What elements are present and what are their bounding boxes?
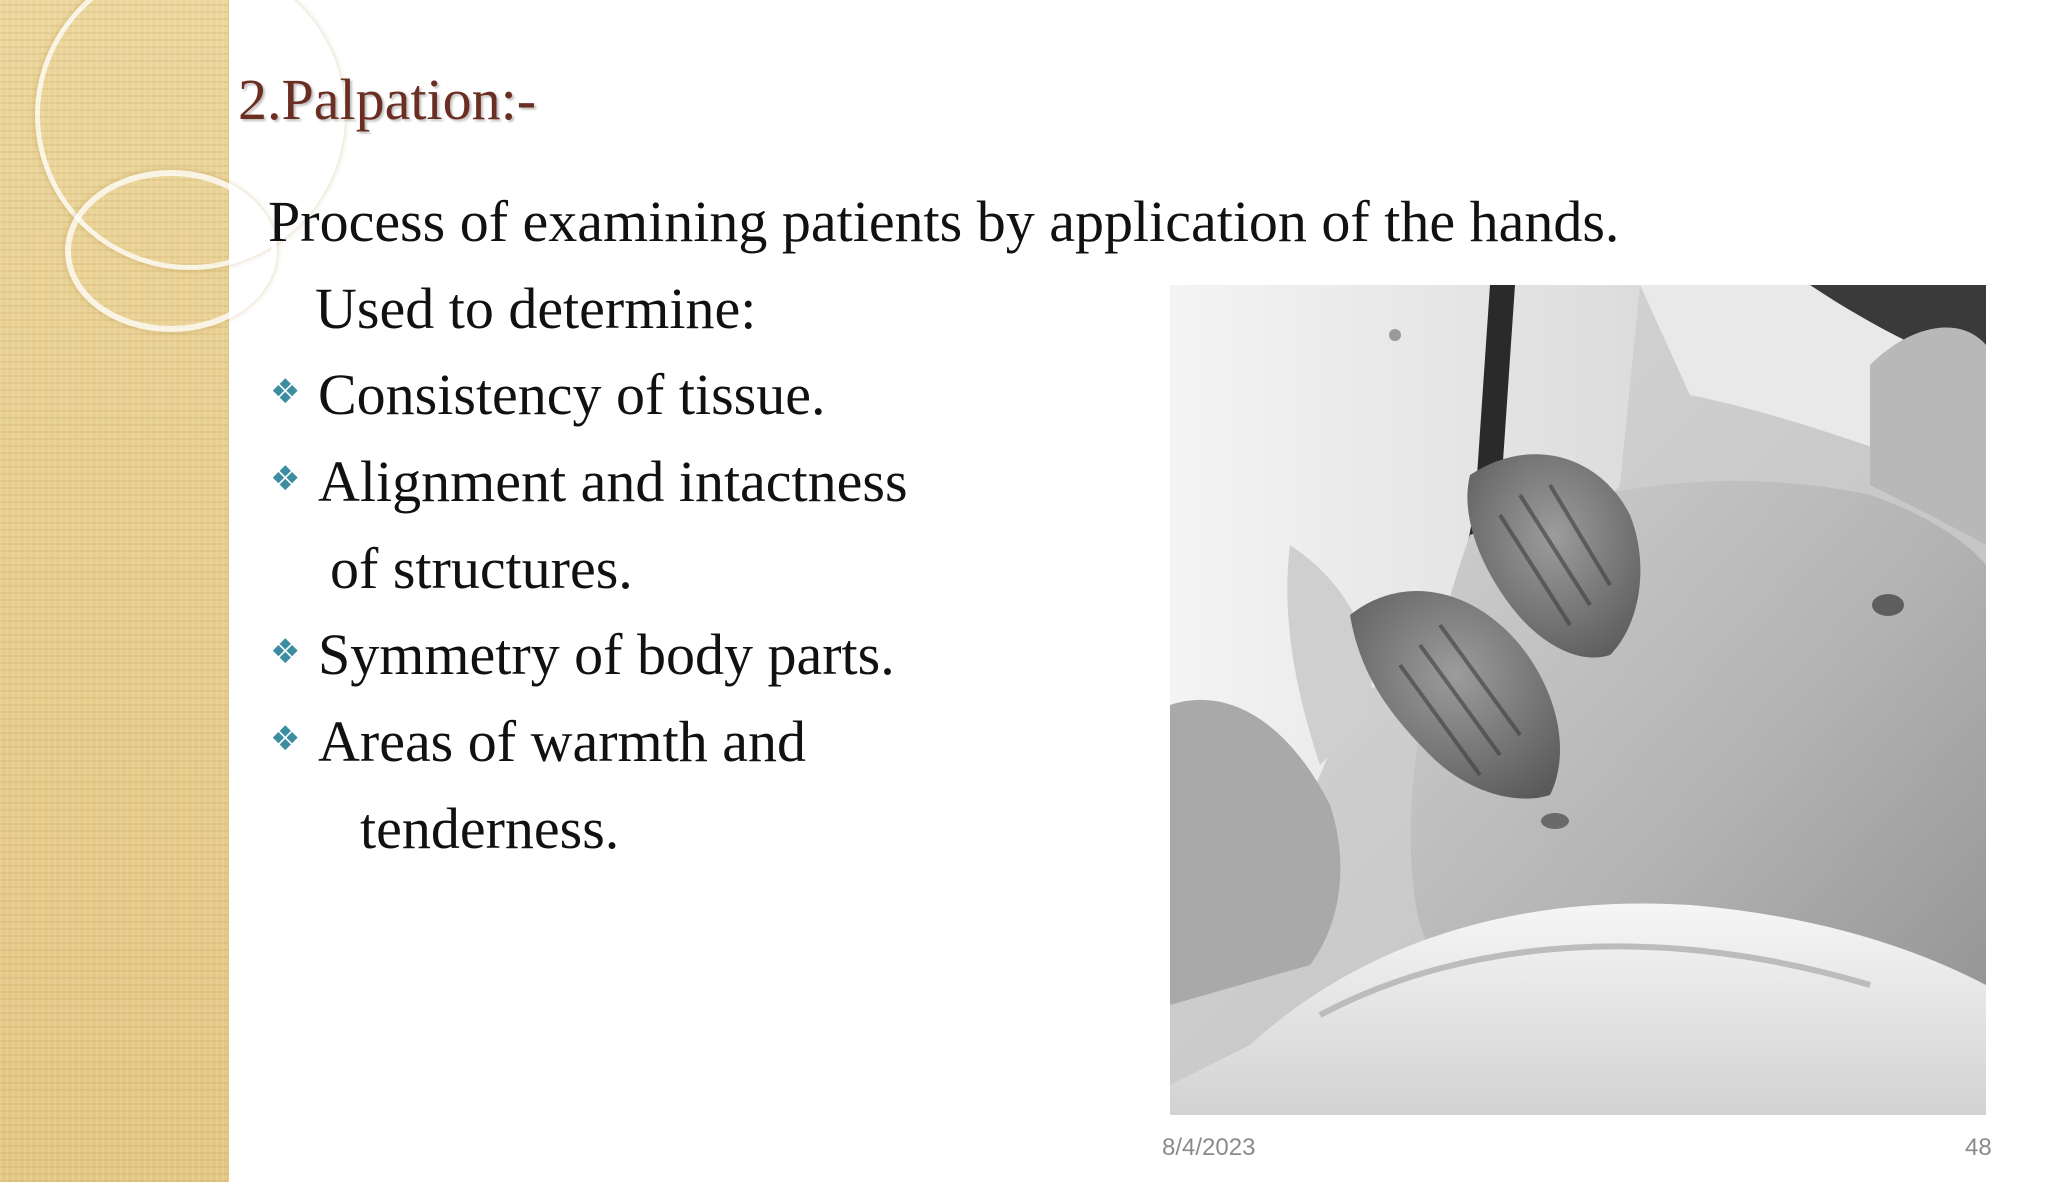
intro-text: Process of examining patients by application of the hands. [268,189,1620,254]
decorative-ring [65,170,277,332]
bullet-item: Alignment and intactness [318,449,908,514]
diamond-cluster-icon: ❖ [270,719,301,759]
bullet-item: Symmetry of body parts. [318,622,895,687]
diamond-cluster-icon: ❖ [270,372,301,412]
bullet-item-continuation: tenderness. [360,796,620,861]
slide-page-number: 48 [1965,1134,1992,1161]
diamond-cluster-icon: ❖ [270,459,301,499]
slide-title: 2.Palpation:- [238,67,537,132]
bullet-item: Areas of warmth and [318,709,806,774]
diamond-cluster-icon: ❖ [270,632,301,672]
photo-abdominal-palpation [1170,285,1986,1115]
slide-date: 8/4/2023 [1162,1134,1256,1161]
decorative-side-panel [0,0,229,1182]
bullet-item: Consistency of tissue. [318,362,826,427]
bullet-item-continuation: of structures. [330,536,633,601]
subheading: Used to determine: [315,276,757,341]
